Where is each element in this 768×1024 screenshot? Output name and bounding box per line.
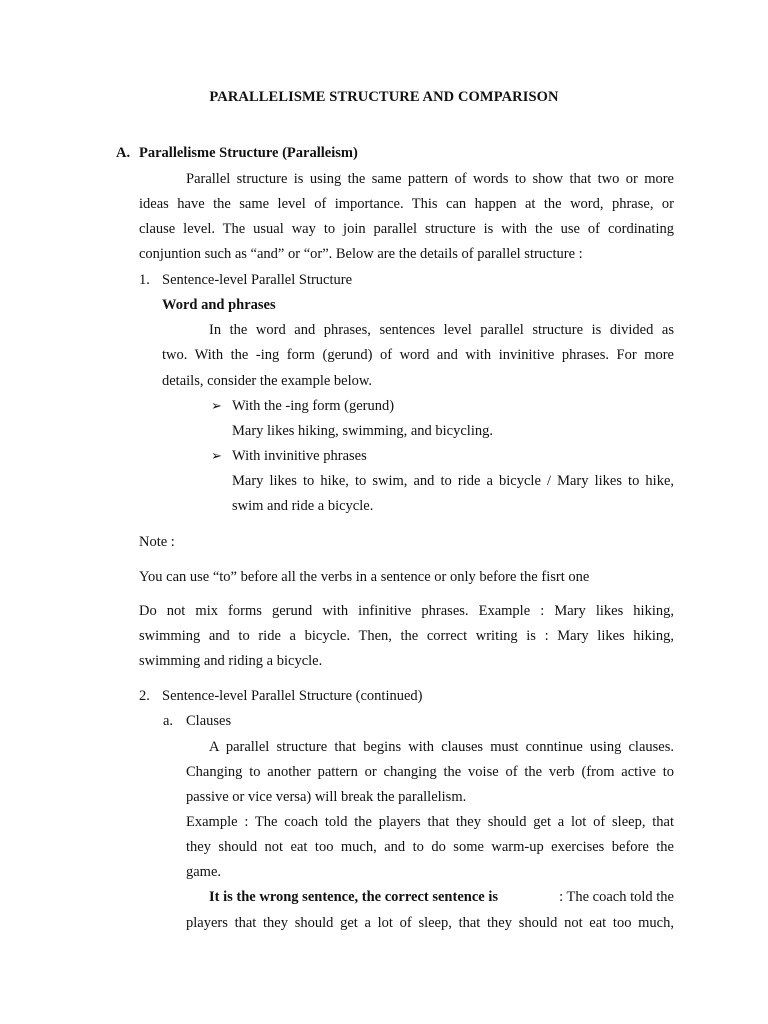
item-1-subheading: Word and phrases — [162, 297, 276, 313]
item-2a-example-line: they should not eat too much, and to do some warm-up exercises before the — [186, 839, 674, 855]
item-1-body-line: details, consider the example below. — [162, 373, 373, 389]
item-2-heading: Sentence-level Parallel Structure (continued) — [162, 688, 423, 704]
item-1-body-line: two. With the -ing form (gerund) of word and with invinitive phrases. For more — [162, 347, 674, 363]
intro-line: conjuntion such as “and” or “or”. Below are the details of parallel structure : — [139, 246, 583, 262]
note-label: Note : — [139, 534, 175, 550]
intro-line: clause level. The usual way to join parallel structure is with the use of cordinating — [139, 221, 674, 237]
note-paragraph-line: swimming and riding a bicycle. — [139, 653, 323, 669]
item-2-marker: 2. — [139, 688, 150, 704]
note-paragraph-line: swimming and to ride a bicycle. Then, the correct writing is : Mary likes hiking, — [139, 628, 674, 644]
bullet-example-line: swim and ride a bicycle. — [232, 498, 374, 514]
note-line: You can use “to” before all the verbs in a sentence or only before the fisrt one — [139, 569, 590, 585]
page-title: PARALLELISME STRUCTURE AND COMPARISON — [209, 89, 559, 105]
intro-line: Parallel structure is using the same pattern of words to show that two or more — [186, 171, 674, 187]
bullet-label: With invinitive phrases — [232, 448, 367, 464]
correction-line — [209, 888, 674, 906]
correction-bold-text: It is the wrong sentence, the correct sentence is — [209, 889, 498, 905]
item-1-heading: Sentence-level Parallel Structure — [162, 272, 353, 288]
item-2a-body-line: passive or vice versa) will break the parallelism. — [186, 789, 467, 805]
note-paragraph-line: Do not mix forms gerund with infinitive phrases. Example : Mary likes hiking, — [139, 603, 674, 619]
item-2a-example-line: Example : The coach told the players that they should get a lot of sleep, that — [186, 814, 674, 830]
item-2a-example-line: game. — [186, 864, 222, 880]
correction-rest-text: : The coach told the — [555, 889, 674, 905]
item-2a-heading: Clauses — [186, 713, 232, 729]
item-2a-body-line: A parallel structure that begins with clauses must conntinue using clauses. — [209, 739, 674, 755]
item-1-body-line: In the word and phrases, sentences level parallel structure is divided as — [209, 322, 674, 338]
arrow-bullet-icon: ➢ — [211, 398, 222, 413]
item-2a-marker: a. — [163, 713, 174, 729]
section-a-heading: Parallelisme Structure (Paralleism) — [139, 145, 358, 161]
arrow-bullet-icon: ➢ — [211, 448, 222, 463]
item-1-marker: 1. — [139, 272, 150, 288]
bullet-label: With the -ing form (gerund) — [232, 398, 395, 414]
section-a-marker: A. — [116, 145, 131, 161]
bullet-example-line: Mary likes hiking, swimming, and bicycling. — [232, 423, 493, 439]
bullet-example-line: Mary likes to hike, to swim, and to ride a bicycle / Mary likes to hike, — [232, 473, 674, 489]
intro-line: ideas have the same level of importance. This can happen at the word, phrase, or — [139, 196, 674, 212]
correction-line: players that they should get a lot of sleep, that they should not eat too much, — [186, 915, 674, 931]
item-2a-body-line: Changing to another pattern or changing the voise of the verb (from active to — [186, 764, 674, 780]
